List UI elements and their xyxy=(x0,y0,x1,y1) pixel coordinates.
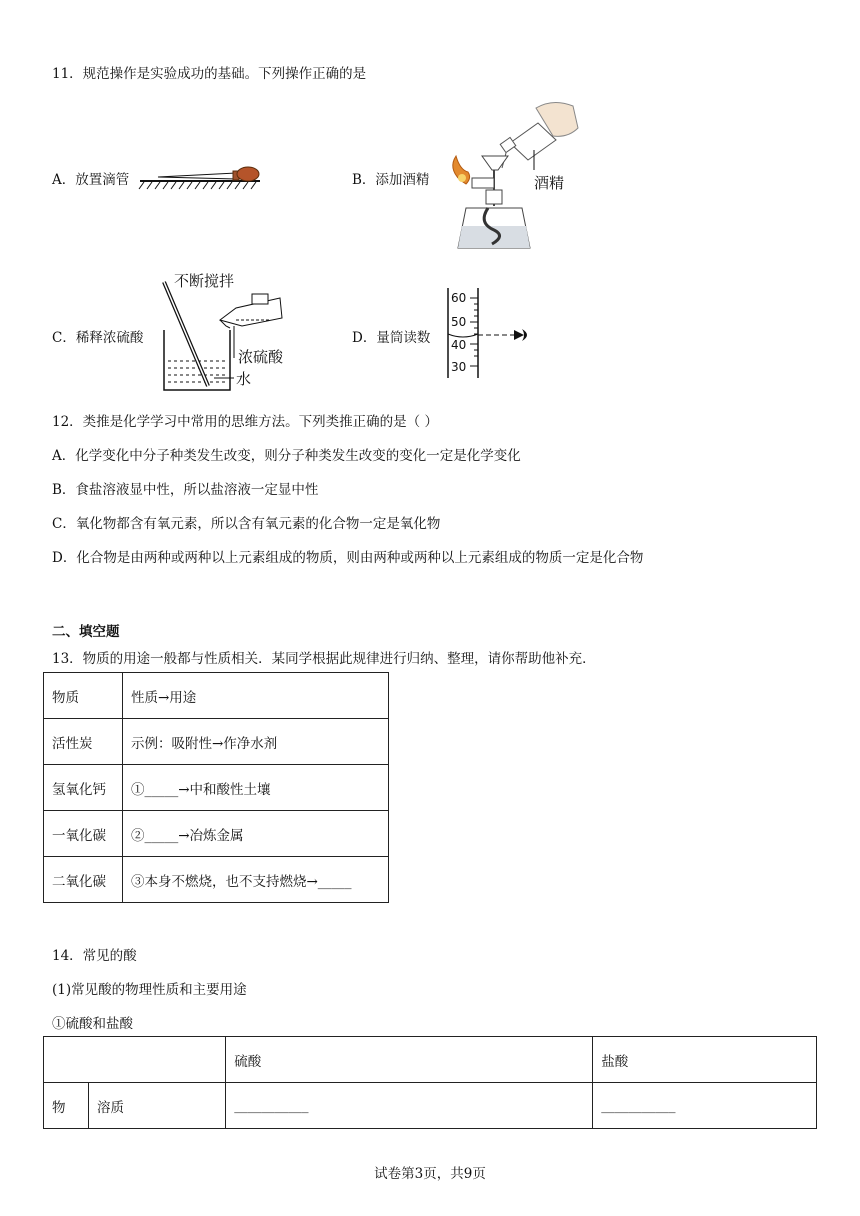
cyl-tick-30: 30 xyxy=(451,360,467,374)
q11-option-c: C．稀释浓硫酸 xyxy=(52,330,144,346)
table-row xyxy=(44,857,389,903)
q12-option-a: A．化学变化中分子种类发生改变，则分子种类发生改变的变化一定是化学变化 xyxy=(52,448,521,464)
table-row xyxy=(44,719,389,765)
stir-label: 不断搅拌 xyxy=(174,272,235,290)
table-cell: 盐酸 xyxy=(593,1037,817,1083)
cyl-tick-50: 50 xyxy=(451,315,467,329)
q11-option-b: B．添加酒精 xyxy=(352,172,430,188)
table-cell: 溶质 xyxy=(89,1083,226,1129)
table-cell: 物 xyxy=(44,1083,89,1129)
table-cell: ___________ xyxy=(226,1083,593,1129)
q14-stem: 14．常见的酸 xyxy=(52,948,137,964)
alcohol-lamp-figure xyxy=(438,98,598,258)
q12-stem: 12．类推是化学学习中常用的思维方法。下列类推正确的是（ ） xyxy=(52,414,438,430)
cyl-tick-60: 60 xyxy=(451,291,467,305)
cylinder-figure xyxy=(444,286,544,382)
alcohol-label: 酒精 xyxy=(534,174,565,192)
dropper-figure xyxy=(138,160,263,190)
q14-sub1: (1)常见酸的物理性质和主要用途 xyxy=(52,982,247,998)
table-cell: ③本身不燃烧，也不支持燃烧→_____ xyxy=(123,857,389,903)
table-row xyxy=(44,811,389,857)
table-cell: ___________ xyxy=(593,1083,817,1129)
q12-option-b: B．食盐溶液显中性，所以盐溶液一定显中性 xyxy=(52,482,319,498)
table-cell: 示例：吸附性→作净水剂 xyxy=(123,719,389,765)
table-row xyxy=(44,1037,817,1083)
acid-label: 浓硫酸 xyxy=(238,348,284,366)
q14-table xyxy=(43,1036,817,1129)
table-row xyxy=(44,673,389,719)
q13-stem: 13．物质的用途一般都与性质相关．某同学根据此规律进行归纳、整理，请你帮助他补充． xyxy=(52,651,596,667)
water-label: 水 xyxy=(236,370,252,388)
q11-option-a: A．放置滴管 xyxy=(52,172,130,188)
q13-table xyxy=(43,672,389,903)
q12-option-d: D．化合物是由两种或两种以上元素组成的物质，则由两种或两种以上元素组成的物质一定是化合物 xyxy=(52,550,644,566)
table-cell: 活性炭 xyxy=(44,719,123,765)
table-cell: 一氧化碳 xyxy=(44,811,123,857)
section-title: 二、填空题 xyxy=(52,624,120,640)
table-cell: 二氧化碳 xyxy=(44,857,123,903)
table-cell: ②_____→冶炼金属 xyxy=(123,811,389,857)
q14-sub1a: ①硫酸和盐酸 xyxy=(52,1016,133,1032)
q11-option-d: D．量筒读数 xyxy=(352,330,431,346)
page-footer: 试卷第3页，共9页 xyxy=(374,1166,486,1182)
cyl-tick-40: 40 xyxy=(451,338,467,352)
table-row xyxy=(44,765,389,811)
table-cell: ①_____→中和酸性土壤 xyxy=(123,765,389,811)
q12-option-c: C．氧化物都含有氧元素，所以含有氧元素的化合物一定是氧化物 xyxy=(52,516,441,532)
dilution-figure xyxy=(150,268,320,398)
table-cell: 性质→用途 xyxy=(123,673,389,719)
q11-stem: 11．规范操作是实验成功的基础。下列操作正确的是 xyxy=(52,66,367,82)
table-cell: 氢氧化钙 xyxy=(44,765,123,811)
table-row xyxy=(44,1083,817,1129)
table-cell xyxy=(44,1037,226,1083)
table-cell: 物质 xyxy=(44,673,123,719)
table-cell: 硫酸 xyxy=(226,1037,593,1083)
